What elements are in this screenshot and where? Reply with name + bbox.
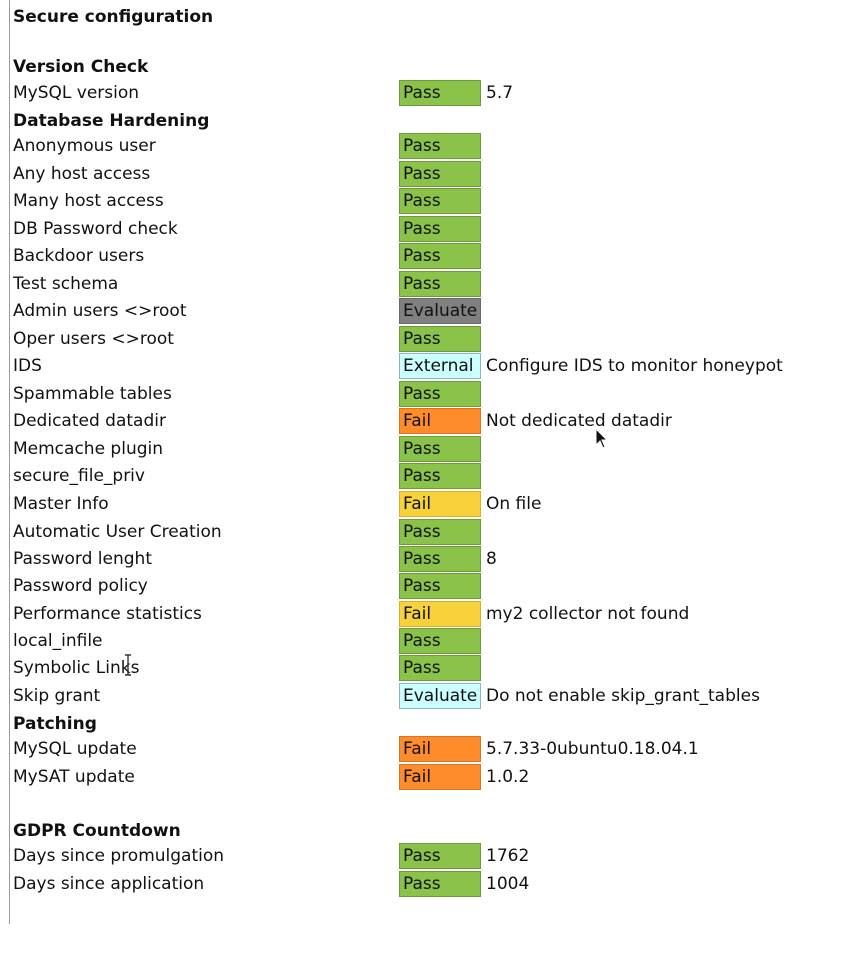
table-row [0,298,846,325]
check-label: Any host access [13,164,151,184]
table-row [0,326,846,353]
section-heading-row [0,108,846,135]
status-badge: Pass [399,80,481,106]
check-label: Skip grant [13,686,101,706]
status-badge: Evaluate [399,683,481,709]
status-badge: Pass [399,843,481,869]
status-badge: Fail [399,601,481,627]
check-detail: 1.0.2 [486,767,530,787]
status-badge: Pass [399,655,481,681]
status-badge: Pass [399,573,481,599]
table-row [0,243,846,270]
section-heading: GDPR Countdown [13,821,181,841]
status-badge: Pass [399,463,481,489]
status-badge: External [399,353,481,379]
status-badge: Pass [399,628,481,654]
status-badge: Pass [399,188,481,214]
check-label: Days since application [13,874,205,894]
check-label: Password policy [13,576,148,596]
table-row [0,381,846,408]
section-heading: Patching [13,714,97,734]
status-badge: Pass [399,326,481,352]
check-label: Anonymous user [13,136,156,156]
status-badge: Fail [399,491,481,517]
check-detail: 5.7 [486,83,514,103]
check-label: Oper users <>root [13,329,174,349]
table-row [0,601,846,628]
check-detail: On file [486,494,542,514]
status-badge: Fail [399,736,481,762]
check-detail: Configure IDS to monitor honeypot [486,356,783,376]
section-heading-row [0,54,846,81]
section-heading: Database Hardening [13,111,210,131]
check-label: Backdoor users [13,246,145,266]
check-detail: 1762 [486,846,530,866]
check-label: secure_file_priv [13,466,145,486]
table-row [0,491,846,518]
table-row [0,161,846,188]
table-row [0,408,846,435]
table-row [0,216,846,243]
status-badge: Pass [399,519,481,545]
table-row [0,188,846,215]
status-badge: Pass [399,216,481,242]
check-detail: Do not enable skip_grant_tables [486,686,760,706]
check-detail: Not dedicated datadir [486,411,672,431]
status-badge: Pass [399,546,481,572]
check-detail: 5.7.33-0ubuntu0.18.04.1 [486,739,699,759]
check-detail: my2 collector not found [486,604,690,624]
check-label: Password lenght [13,549,152,569]
table-row [0,436,846,463]
table-row [0,133,846,160]
check-label: Memcache plugin [13,439,164,459]
check-detail: 8 [486,549,497,569]
page-title: Secure configuration [13,7,214,27]
check-label: MySAT update [13,767,135,787]
ibeam-cursor-icon [123,654,133,681]
status-badge: Pass [399,133,481,159]
table-row [0,519,846,546]
report-title-row [0,4,846,31]
check-detail: 1004 [486,874,530,894]
check-label: MySQL version [13,83,140,103]
section-heading-row [0,818,846,845]
table-row [0,80,846,107]
status-badge: Pass [399,271,481,297]
check-label: IDS [13,356,42,376]
table-row [0,463,846,490]
table-row [0,764,846,791]
status-badge: Evaluate [399,298,481,324]
table-row [0,843,846,870]
table-row [0,271,846,298]
status-badge: Pass [399,243,481,269]
check-label: MySQL update [13,739,137,759]
table-row [0,353,846,380]
status-badge: Fail [399,764,481,790]
check-label: Master Info [13,494,109,514]
check-label: Symbolic Links [13,658,140,678]
check-label: Admin users <>root [13,301,187,321]
check-label: DB Password check [13,219,178,239]
table-row [0,736,846,763]
check-label: Days since promulgation [13,846,225,866]
section-heading-row [0,711,846,738]
table-row [0,871,846,898]
check-label: Spammable tables [13,384,172,404]
status-badge: Pass [399,381,481,407]
check-label: Test schema [13,274,119,294]
check-label: Dedicated datadir [13,411,166,431]
status-badge: Pass [399,871,481,897]
table-row [0,628,846,655]
status-badge: Fail [399,408,481,434]
status-badge: Pass [399,436,481,462]
check-label: Many host access [13,191,164,211]
check-label: Automatic User Creation [13,522,222,542]
check-label: local_infile [13,631,103,651]
check-label: Performance statistics [13,604,202,624]
table-row [0,683,846,710]
status-badge: Pass [399,161,481,187]
table-row [0,573,846,600]
section-heading: Version Check [13,57,149,77]
table-row [0,546,846,573]
